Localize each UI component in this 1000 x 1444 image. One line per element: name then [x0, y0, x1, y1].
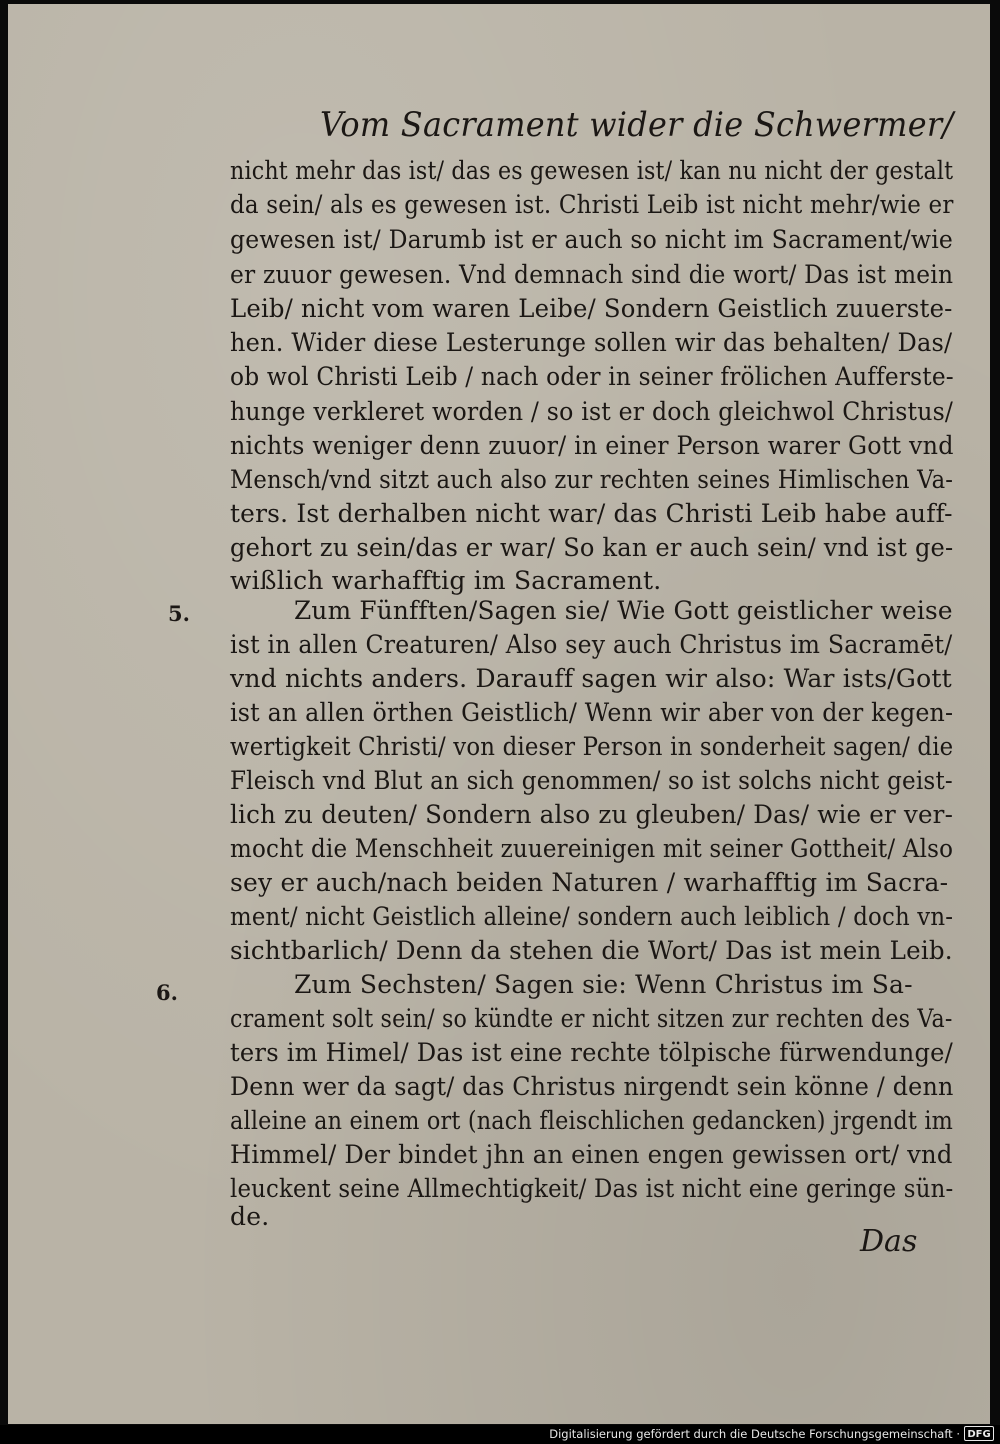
text-line: hen. Wider diese Lesterunge sollen wir das behalten/ Das/: [230, 328, 953, 357]
text-line: ist an allen örthen Geistlich/ Wenn wir aber von der kegen-: [230, 698, 954, 727]
text-line: Denn wer da sagt/ das Christus nirgendt sein könne / denn: [230, 1072, 954, 1101]
text-line: lich zu deuten/ Sondern also zu gleuben/ Das/ wie er ver-: [230, 800, 954, 829]
text-line: vnd nichts anders. Darauff sagen wir also: War ists/Gott: [230, 664, 952, 693]
text-line: nicht mehr das ist/ das es gewesen ist/ kan nu nicht der gestalt: [230, 156, 954, 185]
margin-number: 5.: [168, 601, 190, 626]
text-line: sey er auch/nach beiden Naturen / warhafftig im Sacra-: [230, 868, 949, 897]
text-line: Fleisch vnd Blut an sich genommen/ so ist solchs nicht geist-: [230, 766, 953, 795]
text-line: gewesen ist/ Darumb ist er auch so nicht im Sacrament/wie: [230, 225, 954, 254]
text-line: Zum Sechsten/ Sagen sie: Wenn Christus im Sa-: [294, 970, 913, 999]
footer-credit: Digitalisierung gefördert durch die Deutsche Forschungsgemeinschaft ·: [549, 1427, 960, 1441]
text-line: er zuuor gewesen. Vnd demnach sind die wort/ Das ist mein: [230, 260, 954, 289]
text-line: ters im Himel/ Das ist eine rechte tölpische fürwendunge/: [230, 1038, 953, 1067]
text-line: ment/ nicht Geistlich alleine/ sondern auch leiblich / doch vn-: [230, 902, 954, 931]
text-line: sichtbarlich/ Denn da stehen die Wort/ Das ist mein Leib.: [230, 936, 953, 965]
text-line: leuckent seine Allmechtigkeit/ Das ist nicht eine geringe sün-: [230, 1174, 954, 1203]
text-line: da sein/ als es gewesen ist. Christi Leib ist nicht mehr/wie er: [230, 190, 954, 219]
text-line: Mensch/vnd sitzt auch also zur rechten seines Himlischen Va-: [230, 465, 954, 494]
text-line: alleine an einem ort (nach fleischlichen gedancken) jrgendt im: [230, 1106, 954, 1135]
text-line: ters. Ist derhalben nicht war/ das Christi Leib habe auff-: [230, 499, 953, 528]
text-line: gehort zu sein/das er war/ So kan er auch sein/ vnd ist ge-: [230, 533, 954, 562]
dfg-logo-icon: DFG: [964, 1426, 994, 1441]
text-line: crament solt sein/ so kündte er nicht sitzen zur rechten des Va-: [230, 1004, 953, 1033]
catchword: Das: [860, 1224, 918, 1259]
text-line: wertigkeit Christi/ von dieser Person in sonderheit sagen/ die: [230, 732, 954, 761]
text-line: nichts weniger denn zuuor/ in einer Person warer Gott vnd: [230, 431, 954, 460]
text-line: hunge verkleret worden / so ist er doch gleichwol Christus/: [230, 397, 954, 426]
text-line: Leib/ nicht vom waren Leibe/ Sondern Geistlich zuuerste-: [230, 294, 953, 323]
text-line: de.: [230, 1202, 270, 1231]
text-line: Zum Fünfften/Sagen sie/ Wie Gott geistlicher weise: [294, 596, 953, 625]
book-page: [8, 4, 990, 1424]
text-line: ob wol Christi Leib / nach oder in seiner frölichen Aufferste-: [230, 362, 954, 391]
text-line: wißlich warhafftig im Sacrament.: [230, 566, 662, 595]
running-heading: Vom Sacrament wider die Schwermer/: [320, 105, 954, 145]
text-line: mocht die Menschheit zuuereinigen mit seiner Gottheit/ Also: [230, 834, 954, 863]
margin-number: 6.: [156, 980, 178, 1005]
text-line: Himmel/ Der bindet jhn an einen engen gewissen ort/ vnd: [230, 1140, 953, 1169]
text-line: ist in allen Creaturen/ Also sey auch Christus im Sacramēt/: [230, 630, 953, 659]
